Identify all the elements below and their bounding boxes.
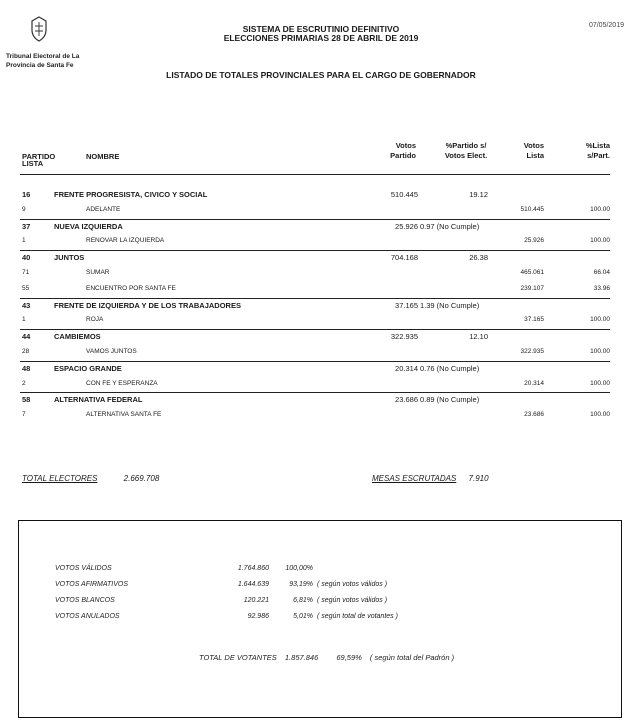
row-number: 48 xyxy=(22,363,31,373)
row-number: 55 xyxy=(22,284,30,292)
row-pct-lista: 100.00 xyxy=(590,237,610,245)
total-votantes: TOTAL DE VOTANTES 1.857.846 69,59% ( según total del Padrón ) xyxy=(199,653,455,662)
summary-pct: 5,01% xyxy=(293,613,313,620)
col-votos-partido: Votos Partido xyxy=(390,141,416,160)
election-title: ELECCIONES PRIMARIAS 28 DE ABRIL DE 2019 xyxy=(223,33,419,43)
party-row xyxy=(20,188,620,202)
total-electores: TOTAL ELECTORES 2.669.708 xyxy=(22,474,160,483)
row-pct-partido: 19.12 xyxy=(469,190,488,199)
row-name: CAMBIEMOS xyxy=(54,332,101,342)
row-number: 58 xyxy=(22,395,31,405)
summary-label: VOTOS AFIRMATIVOS xyxy=(55,581,128,588)
row-votos-lista: 322.935 xyxy=(520,348,544,355)
mesas-escrutadas: MESAS ESCRUTADAS 7.910 xyxy=(372,474,489,483)
summary-value: 120.221 xyxy=(243,597,269,604)
organization-name: Tribunal Electoral de La Provincia de Santa Fe xyxy=(6,53,80,69)
col-partido-lista: PARTIDO LISTA xyxy=(22,152,56,168)
row-pct-partido: 1.39 (No Cumple) xyxy=(420,300,480,310)
summary-value: 1.764.860 xyxy=(237,565,269,572)
summary-box xyxy=(18,520,622,718)
row-votos-partido: 704.168 xyxy=(390,253,418,263)
row-number: 7 xyxy=(22,411,26,419)
col-pct-lista: %Lista s/Part. xyxy=(585,141,610,160)
row-pct-lista: 100.00 xyxy=(590,348,610,355)
summary-value: 92.986 xyxy=(247,613,269,620)
row-pct-lista: 100.00 xyxy=(590,411,610,419)
row-pct-partido: 12.10 xyxy=(469,332,488,342)
row-pct-partido: 0.76 (No Cumple) xyxy=(420,363,480,373)
row-name: ESPACIO GRANDE xyxy=(54,363,122,373)
row-votos-partido: 23.686 xyxy=(395,395,418,405)
row-name: ENCUENTRO POR SANTA FE xyxy=(86,284,176,292)
party-row xyxy=(20,362,620,376)
summary-label: VOTOS BLANCOS xyxy=(55,597,115,604)
row-name: ALTERNATIVA SANTA FE xyxy=(86,411,162,419)
row-votos-partido: 510.445 xyxy=(390,190,418,199)
party-row xyxy=(20,330,620,344)
row-pct-partido: 0.89 (No Cumple) xyxy=(420,395,480,405)
party-row xyxy=(20,393,620,407)
summary-label: VOTOS VÁLIDOS xyxy=(55,565,112,572)
row-number: 43 xyxy=(22,300,31,310)
party-row xyxy=(20,251,620,265)
row-number: 2 xyxy=(22,379,26,387)
row-number: 40 xyxy=(22,253,31,263)
party-row xyxy=(20,220,620,234)
row-votos-partido: 37.165 xyxy=(395,300,418,310)
list-row xyxy=(20,314,620,328)
summary-value: 1.644.639 xyxy=(237,581,269,588)
header-divider xyxy=(20,174,610,175)
row-name: JUNTOS xyxy=(54,253,85,263)
summary-pct: 6,81% xyxy=(293,597,313,604)
row-pct-partido: 0.97 (No Cumple) xyxy=(420,221,480,231)
row-name: ALTERNATIVA FEDERAL xyxy=(54,395,143,405)
row-number: 16 xyxy=(22,190,31,199)
row-pct-lista: 100.00 xyxy=(590,205,610,213)
report-date: 07/05/2019 xyxy=(588,22,624,29)
col-pct-partido: %Partido s/ Votos Elect. xyxy=(444,141,488,160)
row-number: 1 xyxy=(22,316,26,324)
summary-note: ( según total de votantes ) xyxy=(317,613,398,620)
row-votos-partido: 322.935 xyxy=(390,332,418,342)
row-votos-lista: 25.926 xyxy=(524,237,544,245)
summary-note: ( según votos válidos ) xyxy=(317,581,388,588)
row-name: ROJA xyxy=(86,316,104,324)
row-number: 1 xyxy=(22,237,26,245)
summary-note: ( según votos válidos ) xyxy=(317,597,388,604)
row-name: FRENTE DE IZQUIERDA Y DE LOS TRABAJADORES xyxy=(54,300,241,310)
row-name: ADELANTE xyxy=(86,205,121,213)
list-row xyxy=(20,204,620,218)
row-votos-lista: 239.107 xyxy=(520,284,544,292)
list-row xyxy=(20,378,620,392)
row-votos-partido: 20.314 xyxy=(395,363,418,373)
row-name: FRENTE PROGRESISTA, CIVICO Y SOCIAL xyxy=(54,190,208,199)
row-number: 44 xyxy=(22,332,31,342)
row-votos-lista: 510.445 xyxy=(520,205,544,213)
summary-pct: 93,19% xyxy=(289,581,313,588)
row-number: 28 xyxy=(22,348,30,355)
row-name: NUEVA IZQUIERDA xyxy=(54,221,123,231)
row-pct-partido: 26.38 xyxy=(469,253,488,263)
col-nombre: NOMBRE xyxy=(86,152,120,161)
row-votos-partido: 25.926 xyxy=(395,221,418,231)
row-name: CON FE Y ESPERANZA xyxy=(86,379,158,387)
row-number: 9 xyxy=(22,205,26,213)
row-name: RENOVAR LA IZQUIERDA xyxy=(86,237,165,245)
report-title: LISTADO DE TOTALES PROVINCIALES PARA EL CARGO DE GOBERNADOR xyxy=(166,70,476,80)
summary-pct: 100,00% xyxy=(285,565,313,572)
row-votos-lista: 23.686 xyxy=(524,411,544,419)
system-title: SISTEMA DE ESCRUTINIO DEFINITIVO xyxy=(242,24,400,34)
list-row xyxy=(20,346,620,360)
list-row xyxy=(20,409,620,423)
row-name: SUMAR xyxy=(86,269,110,276)
row-number: 37 xyxy=(22,221,31,231)
row-votos-lista: 37.165 xyxy=(524,316,544,324)
row-votos-lista: 20.314 xyxy=(524,379,544,387)
list-row xyxy=(20,267,620,281)
party-row xyxy=(20,299,620,313)
col-votos-lista: Votos Lista xyxy=(523,141,544,160)
list-row xyxy=(20,283,620,297)
row-pct-lista: 100.00 xyxy=(590,379,610,387)
row-pct-lista: 33.96 xyxy=(593,284,610,292)
summary-label: VOTOS ANULADOS xyxy=(55,613,120,620)
row-pct-lista: 66.04 xyxy=(593,269,610,276)
row-pct-lista: 100.00 xyxy=(590,316,610,324)
row-name: VAMOS JUNTOS xyxy=(86,348,137,355)
row-number: 71 xyxy=(22,269,30,276)
list-row xyxy=(20,235,620,249)
row-votos-lista: 465.061 xyxy=(520,269,544,276)
